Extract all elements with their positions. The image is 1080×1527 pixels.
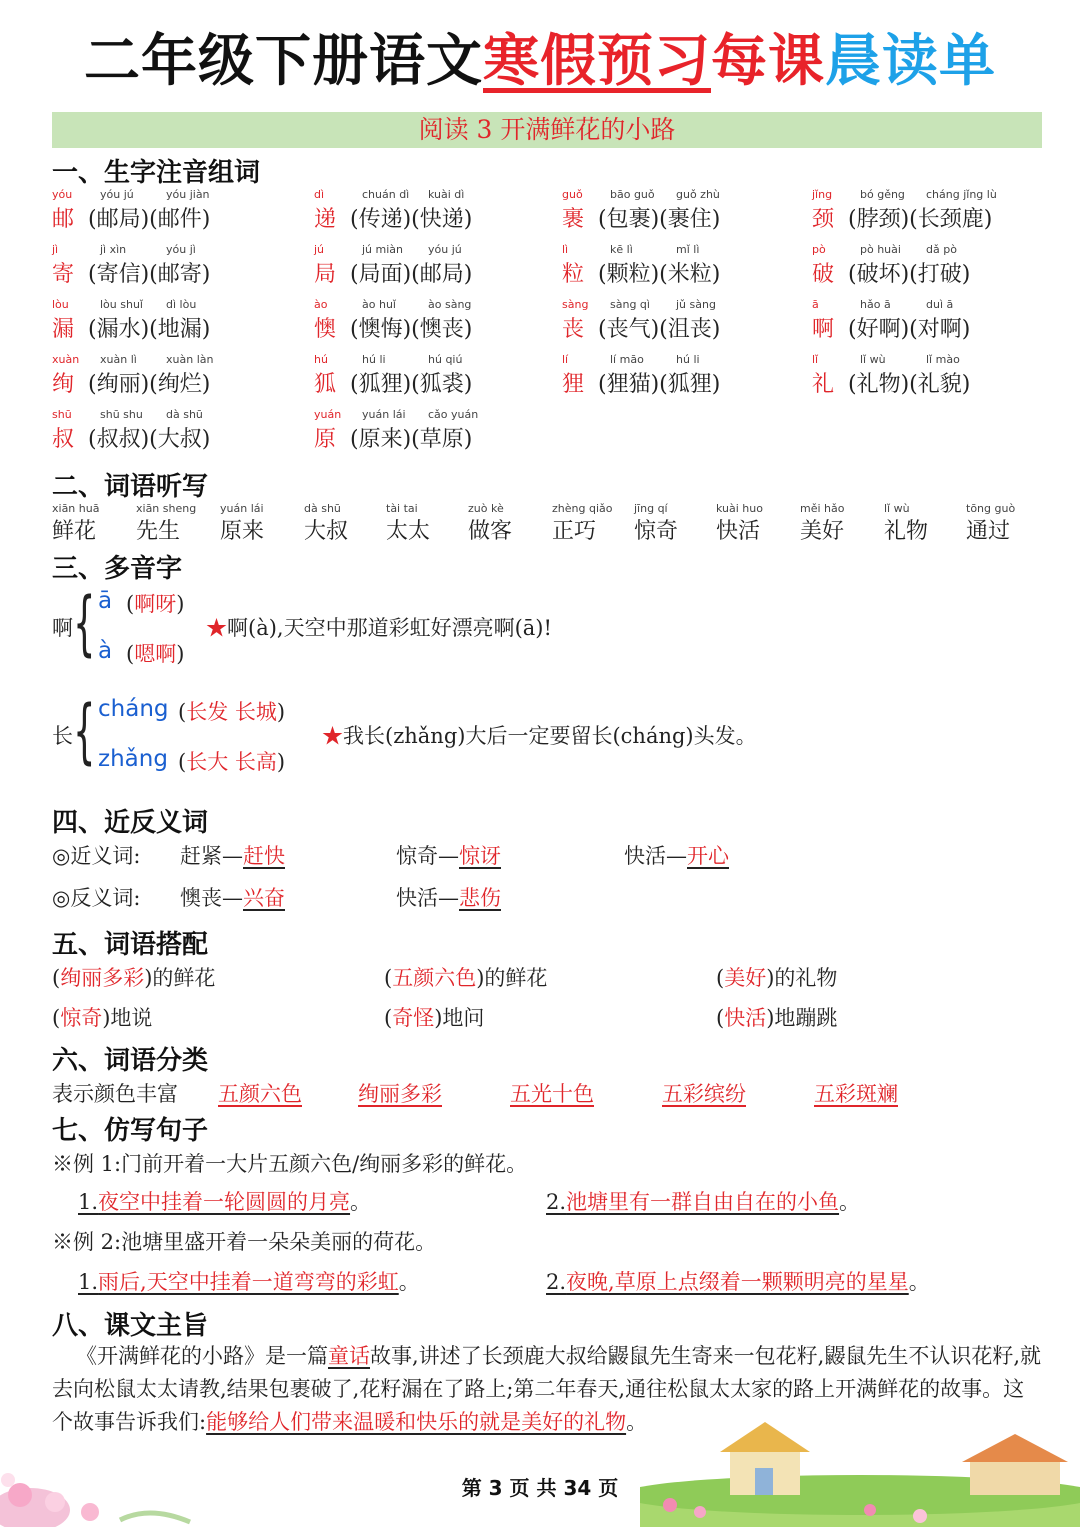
dictation-word: 正巧 <box>552 519 597 544</box>
polyphone-a-reading-1: ā <box>98 588 113 614</box>
char-words: (懊悔)(懊丧) <box>350 317 473 342</box>
word1-pinyin: jì xìn <box>100 243 127 256</box>
lesson-banner: 阅读 3 开满鲜花的小路 <box>52 112 1042 148</box>
dictation-pinyin: dà shū <box>304 502 341 515</box>
imitate-answer-3: 1.雨后,天空中挂着一道弯弯的彩虹。 <box>78 1270 420 1294</box>
word2-pinyin: dǎ pò <box>926 243 957 256</box>
classify-word: 绚丽多彩 <box>358 1082 442 1106</box>
word1-pinyin: shū shu <box>100 408 143 421</box>
word2-pinyin: hú li <box>676 353 700 366</box>
brace-a: { <box>73 582 96 664</box>
synonym-pair-1: 赶紧—赶快 <box>180 844 285 868</box>
char-glyph: 局 <box>314 262 337 287</box>
collocation-item: (绚丽多彩)的鲜花 <box>52 966 216 990</box>
word2-pinyin: duì ā <box>926 298 954 311</box>
title-part-blue: 晨读单 <box>825 29 996 94</box>
dictation-pinyin: xiān sheng <box>136 502 197 515</box>
char-words: (局面)(邮局) <box>350 262 473 287</box>
word2-pinyin: xuàn làn <box>166 353 214 366</box>
page-title <box>0 22 1080 102</box>
word2-pinyin: dì lòu <box>166 298 197 311</box>
word2-pinyin: yóu jú <box>428 243 462 256</box>
char-pinyin: ào <box>314 298 328 311</box>
char-words: (狸猫)(狐狸) <box>598 372 721 397</box>
char-glyph: 递 <box>314 207 337 232</box>
dictation-word: 礼物 <box>884 519 929 544</box>
word1-pinyin: kē lì <box>610 243 633 256</box>
char-pinyin: lòu <box>52 298 69 311</box>
char-glyph: 懊 <box>314 317 337 342</box>
char-glyph: 狸 <box>562 372 585 397</box>
word1-pinyin: yóu jú <box>100 188 134 201</box>
classify-word: 五彩斑斓 <box>814 1082 898 1106</box>
word2-pinyin: lǐ mào <box>926 353 960 366</box>
char-pinyin: jì <box>52 243 59 256</box>
char-pinyin: ā <box>812 298 819 311</box>
dictation-word: 通过 <box>966 519 1011 544</box>
title-part-1: 二年级下册语文 <box>84 29 483 94</box>
char-pinyin: lí <box>562 353 569 366</box>
char-pinyin: guǒ <box>562 188 583 201</box>
word1-pinyin: lǐ wù <box>860 353 886 366</box>
dictation-word: 鲜花 <box>52 519 97 544</box>
word1-pinyin: xuàn lì <box>100 353 137 366</box>
char-pinyin: lǐ <box>812 353 819 366</box>
word1-pinyin: pò huài <box>860 243 901 256</box>
dictation-pinyin: kuài huo <box>716 502 763 515</box>
collocation-item: (快活)地蹦跳 <box>716 1006 838 1030</box>
classify-word: 五彩缤纷 <box>662 1082 746 1106</box>
char-words: (原来)(草原) <box>350 427 473 452</box>
polyphone-a-words-1: (啊呀) <box>126 592 185 616</box>
section-title-4: 四、近反义词 <box>52 808 209 838</box>
char-glyph: 叔 <box>52 427 75 452</box>
dictation-word: 惊奇 <box>634 519 679 544</box>
collocation-item: (美好)的礼物 <box>716 966 838 990</box>
dictation-word: 快活 <box>716 519 761 544</box>
synonym-pair-2: 惊奇—惊讶 <box>396 844 501 868</box>
dictation-pinyin: xiān huā <box>52 502 100 515</box>
char-pinyin: xuàn <box>52 353 80 366</box>
char-pinyin: hú <box>314 353 328 366</box>
word2-pinyin: jǔ sàng <box>676 298 716 311</box>
polyphone-a-words-2: (嗯啊) <box>126 642 185 666</box>
char-words: (绚丽)(绚烂) <box>88 372 211 397</box>
dictation-word: 原来 <box>220 519 265 544</box>
classify-word: 五颜六色 <box>218 1082 302 1106</box>
imitate-answer-2: 2.池塘里有一群自由自在的小鱼。 <box>546 1190 861 1214</box>
section-title-1: 一、生字注音组词 <box>52 158 261 188</box>
word2-pinyin: mǐ lì <box>676 243 700 256</box>
dictation-pinyin: tài tai <box>386 502 418 515</box>
word1-pinyin: hú li <box>362 353 386 366</box>
char-pinyin: jú <box>314 243 325 256</box>
dictation-word: 太太 <box>386 519 431 544</box>
word1-pinyin: ào huǐ <box>362 298 396 311</box>
char-glyph: 粒 <box>562 262 585 287</box>
section-title-3: 三、多音字 <box>52 554 183 584</box>
char-words: (颗粒)(米粒) <box>598 262 721 287</box>
word1-pinyin: jú miàn <box>362 243 404 256</box>
char-words: (寄信)(邮寄) <box>88 262 211 287</box>
collocation-item: (惊奇)地说 <box>52 1006 153 1030</box>
char-words: (狐狸)(狐裘) <box>350 372 473 397</box>
imitate-answer-1: 1.夜空中挂着一轮圆圆的月亮。 <box>78 1190 372 1214</box>
char-glyph: 丧 <box>562 317 585 342</box>
polyphone-chang-sentence: ★我长(zhǎng)大后一定要留长(cháng)头发。 <box>322 724 757 748</box>
dictation-word: 先生 <box>136 519 181 544</box>
polyphone-chang-words-1: (长发 长城) <box>178 700 286 724</box>
char-glyph: 绚 <box>52 372 75 397</box>
synonym-pair-3: 快活—开心 <box>624 844 729 868</box>
word2-pinyin: yóu jì <box>166 243 196 256</box>
dictation-pinyin: měi hǎo <box>800 502 845 515</box>
collocation-item: (奇怪)地问 <box>384 1006 485 1030</box>
theme-paragraph: 《开满鲜花的小路》是一篇童话故事,讲述了长颈鹿大叔给鼹鼠先生寄来一包花籽,鼹鼠先生不认识花籽,就去向松鼠太太请教,结果包裹破了,花籽漏在了路上;第二年春天,通往松鼠太太家的路上开满鲜花的故事。这个故事告诉我们:能够给人们带来温暖和快乐的就是美好的礼物。 <box>52 1344 1042 1434</box>
word2-pinyin: cháng jǐng lù <box>926 188 997 201</box>
char-glyph: 裹 <box>562 207 585 232</box>
word1-pinyin: bāo guǒ <box>610 188 655 201</box>
word2-pinyin: guǒ zhù <box>676 188 720 201</box>
brace-chang: { <box>73 690 96 772</box>
char-pinyin: dì <box>314 188 325 201</box>
polyphone-chang-words-2: (长大 长高) <box>178 750 286 774</box>
char-words: (好啊)(对啊) <box>848 317 971 342</box>
char-words: (叔叔)(大叔) <box>88 427 211 452</box>
dictation-pinyin: jīng qí <box>634 502 668 515</box>
char-glyph: 啊 <box>812 317 835 342</box>
char-words: (脖颈)(长颈鹿) <box>848 207 993 232</box>
section-title-8: 八、课文主旨 <box>52 1311 209 1341</box>
polyphone-a-sentence: ★啊(à),天空中那道彩虹好漂亮啊(ā)! <box>206 616 552 640</box>
word1-pinyin: chuán dì <box>362 188 410 201</box>
char-glyph: 原 <box>314 427 337 452</box>
polyphone-a-reading-2: à <box>98 638 113 664</box>
char-glyph: 破 <box>812 262 835 287</box>
char-words: (礼物)(礼貌) <box>848 372 971 397</box>
char-glyph: 寄 <box>52 262 75 287</box>
char-glyph: 邮 <box>52 207 75 232</box>
imitate-example-2: ※例 2:池塘里盛开着一朵朵美丽的荷花。 <box>52 1230 437 1254</box>
polyphone-char-a: 啊 <box>52 616 73 640</box>
imitate-example-1: ※例 1:门前开着一大片五颜六色/绚丽多彩的鲜花。 <box>52 1152 528 1176</box>
title-part-2: 每课 <box>711 29 825 94</box>
word2-pinyin: yóu jiàn <box>166 188 210 201</box>
synonym-label: ◎近义词: <box>52 844 141 868</box>
page-footer: 第 3 页 共 34 页 <box>461 1476 619 1500</box>
char-pinyin: yóu <box>52 188 73 201</box>
imitate-answer-4: 2.夜晚,草原上点缀着一颗颗明亮的星星。 <box>546 1270 930 1294</box>
dictation-word: 大叔 <box>304 519 349 544</box>
char-pinyin: yuán <box>314 408 342 421</box>
word2-pinyin: ào sàng <box>428 298 472 311</box>
section-title-7: 七、仿写句子 <box>52 1116 209 1146</box>
dictation-pinyin: zhèng qiǎo <box>552 502 613 515</box>
char-pinyin: sàng <box>562 298 589 311</box>
dictation-pinyin: tōng guò <box>966 502 1016 515</box>
polyphone-char-chang: 长 <box>52 724 73 748</box>
dictation-pinyin: lǐ wù <box>884 502 910 515</box>
antonym-label: ◎反义词: <box>52 886 141 910</box>
word2-pinyin: kuài dì <box>428 188 465 201</box>
word1-pinyin: lòu shuǐ <box>100 298 143 311</box>
char-words: (漏水)(地漏) <box>88 317 211 342</box>
char-words: (破坏)(打破) <box>848 262 971 287</box>
word2-pinyin: dà shū <box>166 408 203 421</box>
antonym-pair-2: 快活—悲伤 <box>396 886 501 910</box>
word2-pinyin: hú qiú <box>428 353 463 366</box>
char-glyph: 颈 <box>812 207 835 232</box>
word1-pinyin: lí māo <box>610 353 644 366</box>
word1-pinyin: hǎo ā <box>860 298 891 311</box>
collocation-item: (五颜六色)的鲜花 <box>384 966 548 990</box>
title-part-red: 寒假预习 <box>483 29 711 94</box>
classify-label: 表示颜色丰富 <box>52 1082 178 1106</box>
classify-word: 五光十色 <box>510 1082 594 1106</box>
dictation-pinyin: yuán lái <box>220 502 264 515</box>
section-title-2: 二、词语听写 <box>52 472 209 502</box>
polyphone-chang-reading-1: cháng <box>98 696 169 722</box>
word2-pinyin: cǎo yuán <box>428 408 479 421</box>
word1-pinyin: yuán lái <box>362 408 406 421</box>
dictation-pinyin: zuò kè <box>468 502 504 515</box>
dictation-word: 美好 <box>800 519 845 544</box>
char-pinyin: lì <box>562 243 569 256</box>
char-glyph: 漏 <box>52 317 75 342</box>
char-words: (包裹)(裹住) <box>598 207 721 232</box>
section-title-6: 六、词语分类 <box>52 1046 209 1076</box>
section-title-5: 五、词语搭配 <box>52 930 209 960</box>
dictation-word: 做客 <box>468 519 513 544</box>
word1-pinyin: sàng qì <box>610 298 650 311</box>
char-words: (传递)(快递) <box>350 207 473 232</box>
word1-pinyin: bó gěng <box>860 188 905 201</box>
char-glyph: 狐 <box>314 372 337 397</box>
antonym-pair-1: 懊丧—兴奋 <box>180 886 285 910</box>
char-pinyin: pò <box>812 243 826 256</box>
char-glyph: 礼 <box>812 372 835 397</box>
char-words: (邮局)(邮件) <box>88 207 211 232</box>
char-pinyin: shū <box>52 408 72 421</box>
polyphone-chang-reading-2: zhǎng <box>98 746 168 772</box>
char-pinyin: jǐng <box>812 188 833 201</box>
char-words: (丧气)(沮丧) <box>598 317 721 342</box>
